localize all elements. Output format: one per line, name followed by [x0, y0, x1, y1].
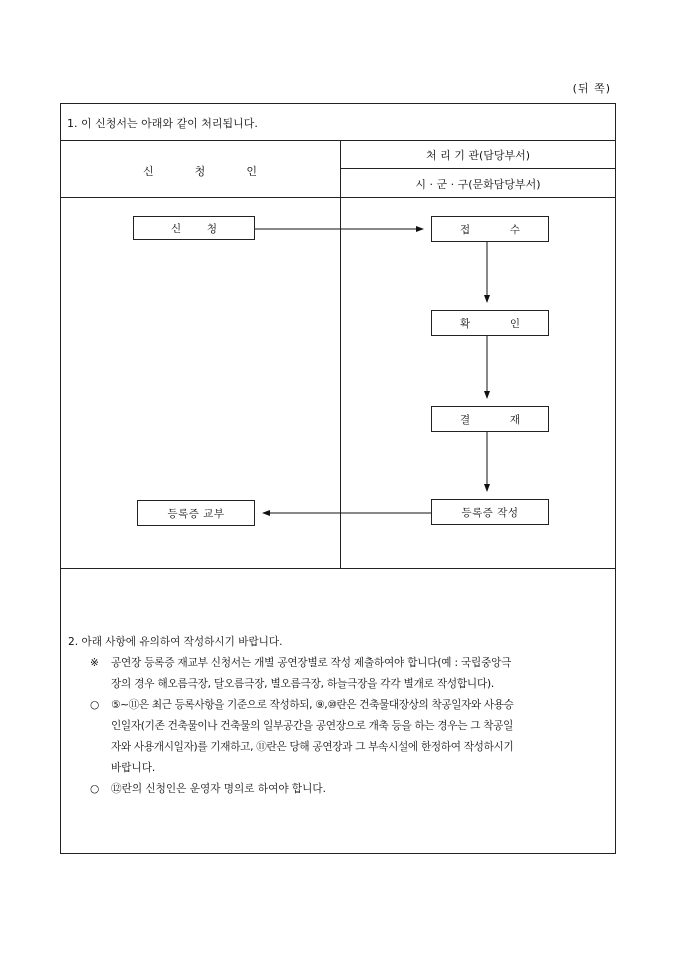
section1-title: 1. 이 신청서는 아래와 같이 처리됩니다. — [67, 117, 258, 130]
issue-certificate-box: 등록증 교부 — [137, 500, 255, 526]
note3-line1: ⑫란의 신청인은 운영자 명의로 하여야 합니다. — [111, 783, 327, 795]
note2-mark: ○ — [90, 699, 100, 711]
create-certificate-box: 등록증 작성 — [431, 499, 549, 525]
applicant-header: 신 청 인 — [143, 165, 257, 178]
confirm-box: 확 인 — [431, 310, 549, 336]
header-divider — [60, 197, 616, 198]
receive-box: 접 수 — [431, 216, 549, 242]
title-divider — [60, 140, 616, 141]
apply-box: 신 청 — [133, 216, 255, 240]
section2-title: 2. 아래 사항에 유의하여 작성하시기 바랍니다. — [68, 636, 283, 648]
note2-line4: 바랍니다. — [111, 762, 156, 774]
note1-mark: ※ — [90, 657, 99, 669]
note2-line2: 인일자(기존 건축물이나 건축물의 일부공간을 공연장으로 개축 등을 하는 경우는 그 착공일 — [111, 720, 514, 732]
note1-line2: 장의 경우 해오름극장, 달오름극장, 별오름극장, 하늘극장을 각각 별개로 작성합니다). — [111, 678, 495, 690]
column-divider — [340, 140, 341, 568]
page-side-label: (뒤 쪽) — [572, 82, 611, 95]
note2-line1: ⑤∼⑪은 최근 등록사항을 기준으로 작성하되, ⑨,⑩란은 건축물대장상의 착공일자와 사용승 — [111, 699, 514, 711]
note2-line3: 자와 사용개시일자)를 기재하고, ⑪란은 당해 공연장과 그 부속시설에 한정하여 작성하시기 — [111, 741, 514, 753]
flow-bottom-divider — [60, 568, 616, 569]
note3-mark: ○ — [90, 783, 100, 795]
approve-box: 결 재 — [431, 406, 549, 432]
authority-header: 처 리 기 관(담당부서) — [425, 149, 531, 162]
note1-line1: 공연장 등록증 재교부 신청서는 개별 공연장별로 작성 제출하여야 합니다(예 : 국립중앙극 — [111, 657, 512, 669]
authority-subheader: 시 · 군 · 구(문화담당부서) — [415, 178, 541, 191]
authority-header-divider — [340, 168, 616, 169]
